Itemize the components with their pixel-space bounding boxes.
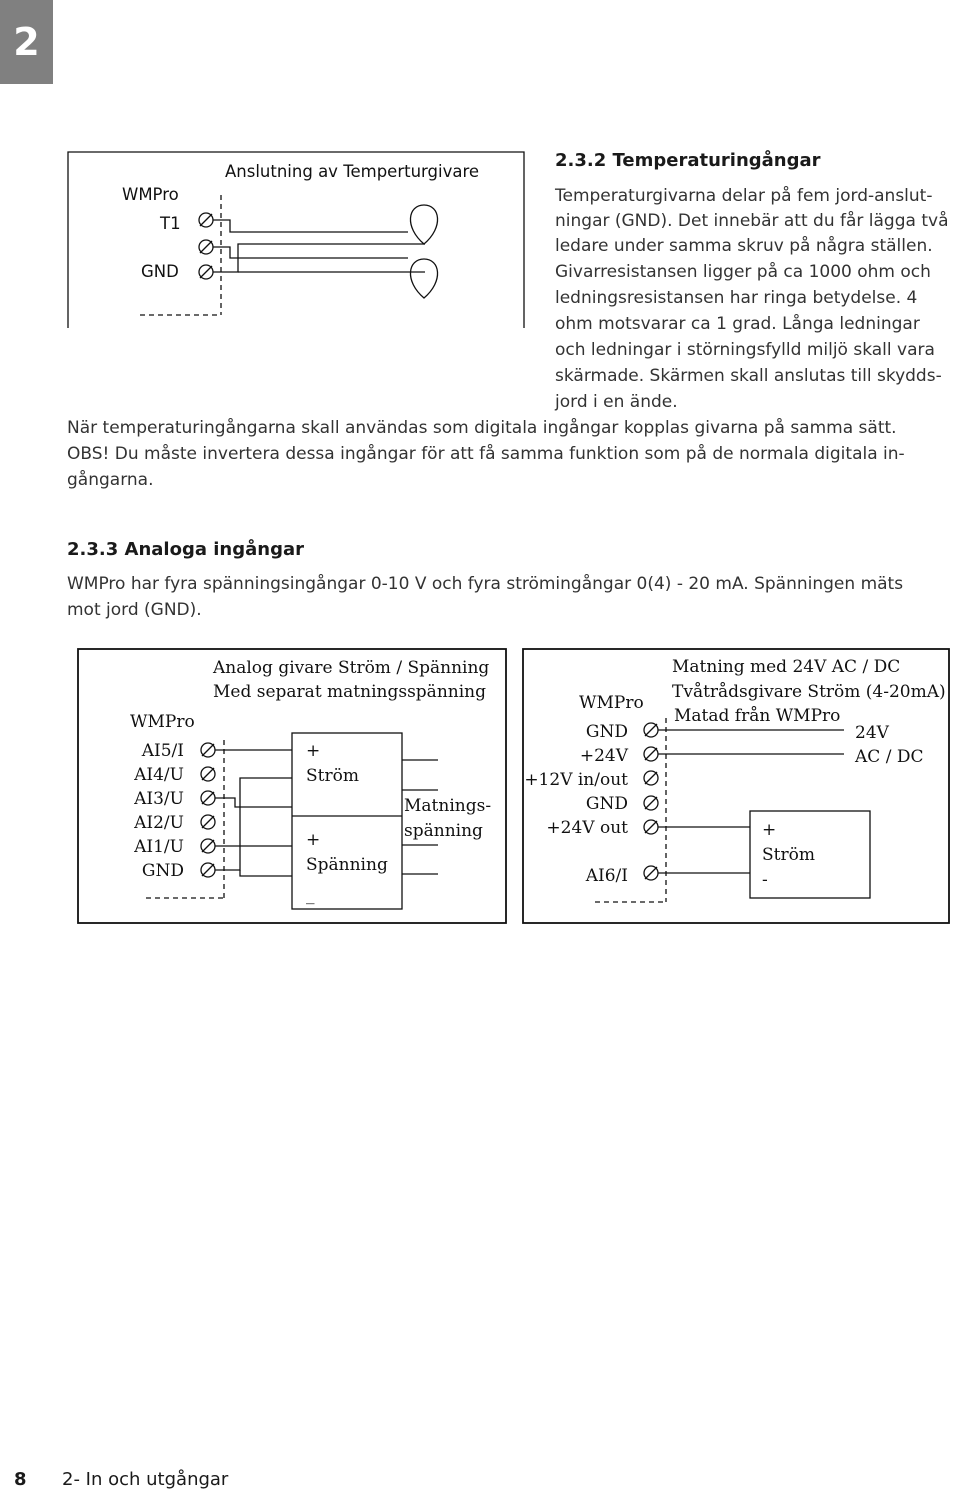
diagram2-title-2: Med separat matningsspänning	[213, 682, 486, 702]
diagram1-device-label: WMPro	[122, 185, 179, 204]
diagram3-label-24v-out: +24V out	[546, 818, 628, 838]
diagram2-terminal-ai3	[201, 791, 215, 805]
section-232-wide-line: OBS! Du måste invertera dessa ingångar för att få samma funktion som på de normala digitala in-	[67, 444, 905, 464]
section-232-line: ledningsresistansen har ringa betydelse. 4	[555, 288, 918, 308]
section-232-line: ohm motsvarar ca 1 grad. Långa ledningar	[555, 314, 920, 334]
diagram3-terminal-gnd-2	[644, 796, 658, 810]
diagram3-device-label: WMPro	[579, 693, 644, 713]
diagram2-box-plus-2: +	[306, 830, 321, 850]
diagram2-wire-gnd-2	[240, 870, 292, 876]
diagram2-box-minus: _	[306, 885, 315, 905]
section-232-heading: 2.3.2 Temperaturingångar	[555, 150, 821, 171]
temperature-sensor-2	[410, 259, 437, 298]
section-232-line: Givarresistansen ligger på ca 1000 ohm och	[555, 262, 931, 282]
diagram3-box-minus: -	[762, 870, 768, 890]
diagram2-terminal-ai1	[201, 839, 215, 853]
diagram2-device-label: WMPro	[130, 712, 195, 732]
diagram1-wire-1	[213, 220, 408, 232]
diagram2-terminal-gnd	[201, 863, 215, 877]
section-232-line: Temperaturgivarna delar på fem jord-anslut-	[555, 186, 933, 206]
diagram3-box-strom: Ström	[762, 845, 815, 865]
diagram2-label-ai5: AI5/I	[141, 741, 184, 761]
diagram2-terminal-ai2	[201, 815, 215, 829]
diagram1-wire-2	[213, 247, 408, 258]
section-233-line: WMPro har fyra spänningsingångar 0-10 V och fyra strömingångar 0(4) - 20 mA. Spänningen mäts	[67, 574, 904, 594]
diagram1-gnd-label: GND	[141, 262, 179, 281]
diagram2-wire-gnd-1	[215, 778, 292, 870]
diagram2-supply-label-1: Matnings-	[404, 796, 492, 816]
diagram3-supply-label-2: AC / DC	[855, 747, 924, 767]
diagram2-wire-ai3	[215, 798, 292, 807]
diagram3-label-gnd-2: GND	[585, 794, 628, 814]
diagram2-label-ai1: AI1/U	[134, 837, 184, 857]
diagram2-box-plus-1: +	[306, 741, 321, 761]
diagram3-label-24v: +24V	[579, 746, 628, 766]
footer-title: 2- In och utgångar	[62, 1469, 229, 1490]
diagram2-box-spanning: Spänning	[306, 855, 388, 875]
temperature-sensor-1	[410, 205, 437, 244]
diagram1-t1-label: T1	[160, 214, 181, 233]
chapter-tab: 2	[0, 0, 53, 84]
section-232-line: jord i en ände.	[555, 392, 678, 412]
diagram3-terminal-12v	[644, 771, 658, 785]
diagram3-label-ai6: AI6/I	[585, 866, 628, 886]
diagram2-title-1: Analog givare Ström / Spänning	[213, 658, 490, 678]
diagram2-terminal-ai4	[201, 767, 215, 781]
diagram3-box-plus: +	[762, 820, 777, 840]
diagram2-label-ai3: AI3/U	[134, 789, 184, 809]
section-233-line: mot jord (GND).	[67, 600, 202, 620]
diagram3-supply-label-1: 24V	[855, 723, 889, 743]
diagram3-label-12v: +12V in/out	[524, 770, 628, 790]
diagram2-label-ai2: AI2/U	[134, 813, 184, 833]
diagram3-title-1: Matning med 24V AC / DC	[672, 657, 901, 677]
page-number: 8	[14, 1469, 27, 1490]
diagram1-terminal-gnd	[199, 265, 213, 279]
section-232-line: ledare under samma skruv på några ställen.	[555, 236, 933, 256]
diagram3-title-2: Tvåtrådsgivare Ström (4-20mA)	[672, 682, 946, 702]
diagram3-terminal-ai6	[644, 866, 658, 880]
diagram3-terminal-24v-out	[644, 820, 658, 834]
diagram3-terminal-gnd	[644, 723, 658, 737]
diagram1-terminal-2	[199, 240, 213, 254]
diagram2-terminal-ai5	[201, 743, 215, 757]
section-232-line: ningar (GND). Det innebär att du får lägga två	[555, 211, 949, 231]
diagram3-terminal-24v	[644, 747, 658, 761]
diagram3-label-gnd: GND	[585, 722, 628, 742]
diagram2-supply-label-2: spänning	[404, 821, 483, 841]
section-232-wide-line: När temperaturingångarna skall användas som digitala ingångar kopplas givarna på samma sätt.	[67, 418, 897, 438]
diagram2-label-ai4: AI4/U	[134, 765, 184, 785]
section-233-heading: 2.3.3 Analoga ingångar	[67, 539, 304, 560]
diagram2-label-gnd: GND	[141, 861, 184, 881]
diagram3-title-3: Matad från WMPro	[674, 706, 841, 726]
section-232-line: och ledningar i störningsfylld miljö skall vara	[555, 340, 935, 360]
section-232-line: skärmade. Skärmen skall anslutas till skydds-	[555, 366, 942, 386]
diagram2-box-strom: Ström	[306, 766, 359, 786]
diagram1-terminal-t1	[199, 213, 213, 227]
section-232-wide-line: gångarna.	[67, 470, 154, 490]
diagram1-title: Anslutning av Temperturgivare	[225, 162, 480, 181]
